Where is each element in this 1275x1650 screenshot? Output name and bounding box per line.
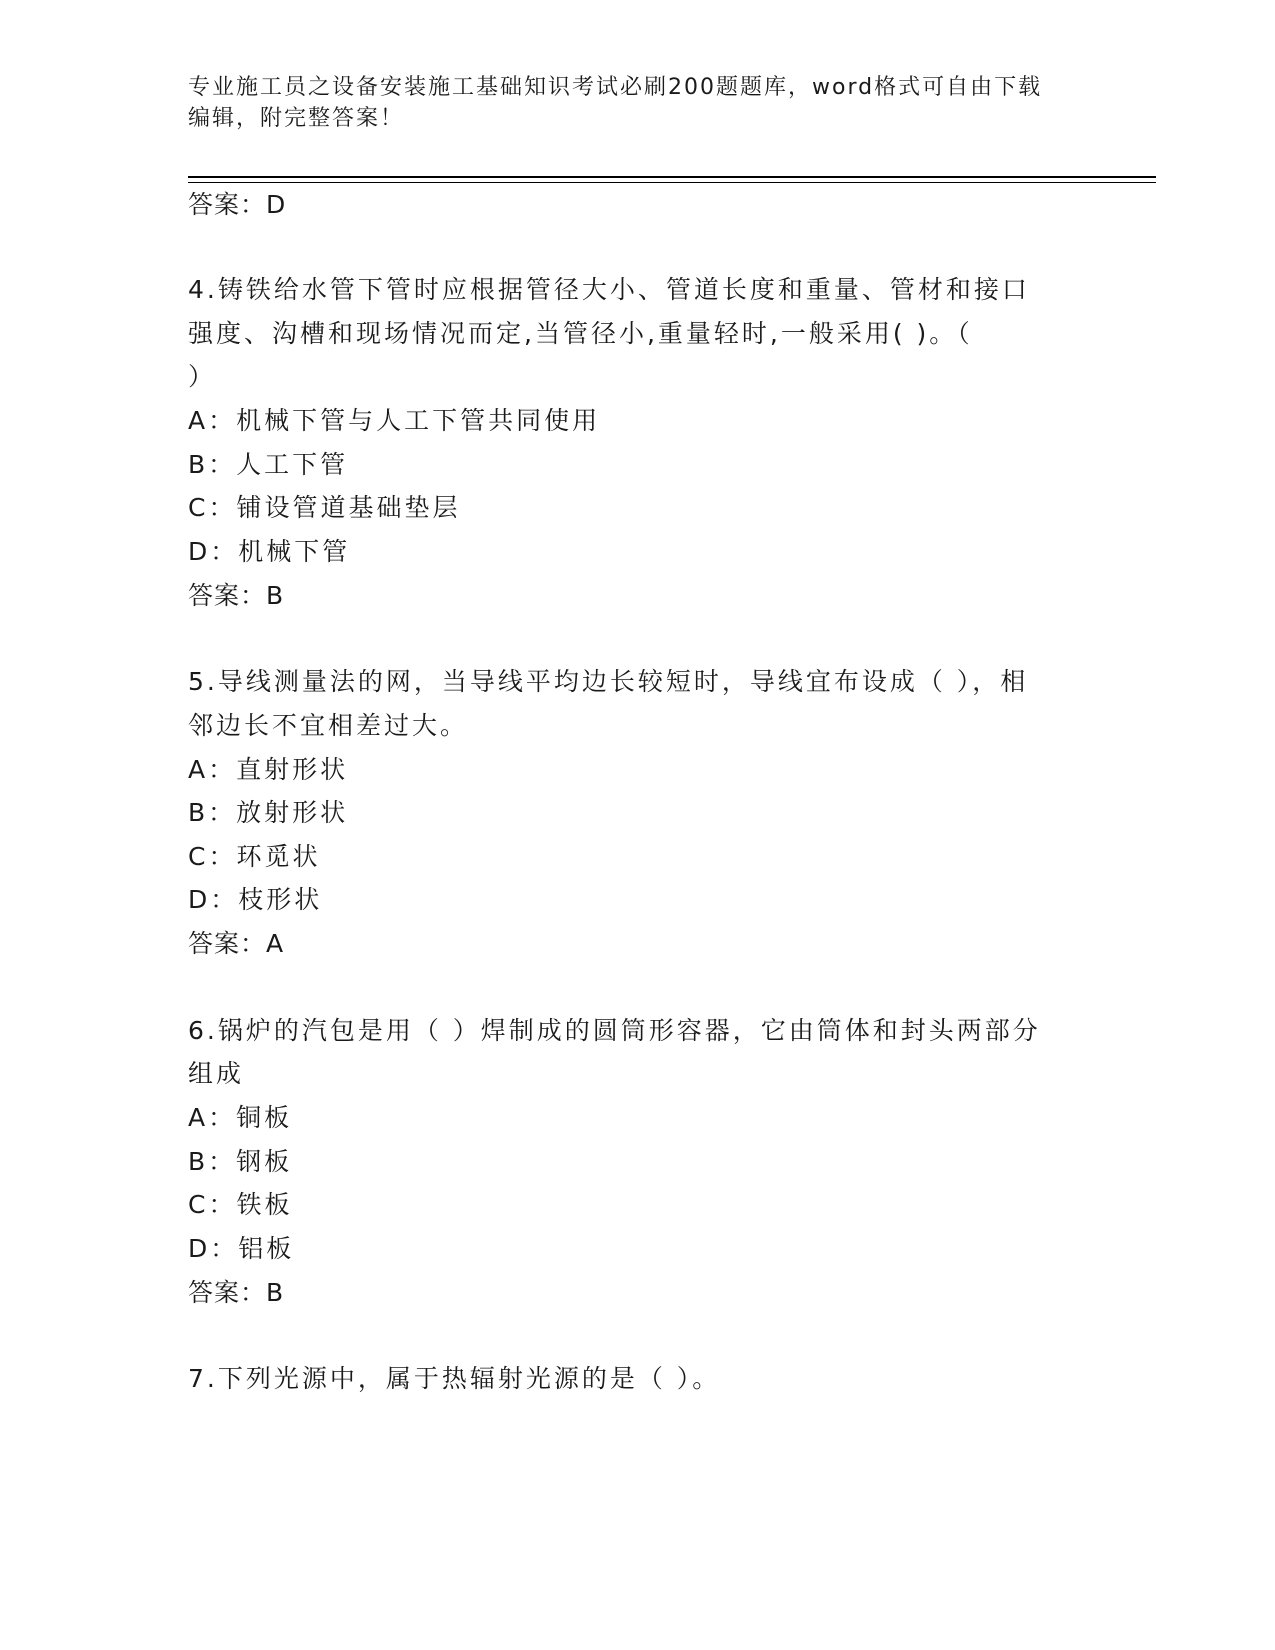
question-6-option-c: C：铁板: [188, 1190, 293, 1219]
question-4-option-c: C：铺设管道基础垫层: [188, 493, 461, 522]
question-5-option-d: D：枝形状: [188, 885, 323, 914]
question-5-option-c: C：环觅状: [188, 842, 321, 871]
question-4-text-line-1: 4.铸铁给水管下管时应根据管径大小、管道长度和重量、管材和接口: [188, 275, 1030, 304]
header-divider-thick: [188, 176, 1156, 178]
previous-answer: 答案：D: [188, 190, 287, 219]
header-title-line-2: 编辑，附完整答案！: [188, 106, 405, 131]
question-6-text-line-1: 6.锅炉的汽包是用（ ）焊制成的圆筒形容器，它由筒体和封头两部分: [188, 1016, 1041, 1045]
question-4-option-a: A：机械下管与人工下管共同使用: [188, 406, 601, 435]
question-5-text-line-2: 邻边长不宜相差过大。: [188, 711, 469, 740]
header-title-line-1: 专业施工员之设备安装施工基础知识考试必刷200题题库，word格式可自由下载: [188, 75, 1043, 100]
header-divider-thin: [188, 182, 1156, 183]
document-header: [188, 72, 1088, 134]
question-4-text-line-3: ）: [188, 362, 217, 391]
question-4-answer: 答案：B: [188, 581, 285, 610]
question-4-text-line-2: 强度、沟槽和现场情况而定,当管径小,重量轻时,一般采用( )。（: [188, 319, 973, 348]
question-4-option-d: D：机械下管: [188, 537, 351, 566]
question-6-option-a: A：铜板: [188, 1103, 293, 1132]
question-5-answer: 答案：A: [188, 929, 285, 958]
question-6-option-b: B：钢板: [188, 1147, 293, 1176]
question-6-text-line-2: 组成: [188, 1059, 245, 1088]
question-4-option-b: B：人工下管: [188, 450, 349, 479]
question-5-option-b: B：放射形状: [188, 798, 349, 827]
question-6-option-d: D：铝板: [188, 1234, 295, 1263]
question-5-text-line-1: 5.导线测量法的网，当导线平均边长较短时，导线宜布设成（ ），相: [188, 667, 1029, 696]
question-7-text-line-1: 7.下列光源中，属于热辐射光源的是（ ）。: [188, 1364, 721, 1393]
question-5-option-a: A：直射形状: [188, 755, 349, 784]
question-6-answer: 答案：B: [188, 1278, 285, 1307]
